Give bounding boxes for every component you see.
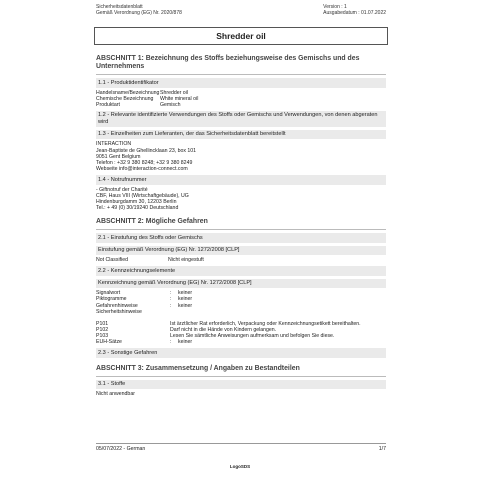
subsection-2-3: 2.3 - Sonstige Gefahren [96,348,386,358]
p-text: Darf nicht in die Hände von Kindern gelangen. [170,326,277,333]
label-key: Signalwort [96,290,121,297]
labelling-regulation: Kennzeichnung gemäß Verordnung (EG) Nr. 1272/2008 [CLP] [96,279,386,289]
trade-name-key: Handelsname/Bezeichnung [96,89,160,96]
label-colon: : [170,290,172,297]
classification-regulation: Einstufung gemäß Verordnung (EG) Nr. 1272/2008 [CLP] [96,246,386,256]
classification-key: Not Classified [96,257,129,264]
p-code: P102 [96,326,109,333]
subsection-1-4: 1.4 - Notrufnummer [96,175,386,185]
section-3-heading: ABSCHNITT 3: Zusammensetzung / Angaben zu Bestandteilen [96,364,300,372]
emergency-line: - Giftnotruf der Charité [96,186,148,193]
page-number: 1/7 [378,446,386,452]
subsection-1-3: 1.3 - Einzelheiten zum Lieferanten, der das Sicherheitsdatenblatt bereitstellt [96,130,386,140]
label-colon: : [170,296,172,303]
regulation-ref: Gemäß Verordnung (EG) Nr. 2020/878 [96,10,182,16]
header-right [323,4,386,16]
label-value: keiner [178,290,193,297]
emergency-line: CBF, Haus VIII (Wirtschaftgebäude), UG [96,192,189,199]
subsection-2-2: 2.2 - Kennzeichnungselemente [96,266,386,276]
version: Version : 1 [323,4,347,10]
p-code: P101 [96,320,109,327]
chemical-name-value: White mineral oil [160,95,199,102]
euh-colon: : [170,339,172,346]
not-applicable-text: Nicht anwendbar [96,391,135,398]
label-value: keiner [178,302,193,309]
divider [96,376,386,377]
subsection-3-1: 3.1 - Stoffe [96,380,386,390]
emergency-line: Tel.: + 49 (0) 30/19240 Deutschland [96,204,179,211]
supplier-line: Webseite info@interaction-connect.com [96,165,188,172]
product-title: Shredder oil [216,31,266,41]
label-colon [170,309,178,315]
supplier-line: Telefon : +32 9 380 8248; +32 9 380 8249 [96,159,193,166]
page-footer [96,443,386,452]
supplier-line: Jean-Baptiste de Ghellincklaan 23, box 101 [96,147,197,154]
supplier-line: 9051 Gent Belgium [96,153,141,160]
label-key: Piktogramme [96,296,127,303]
supplier-line: INTERACTION [96,141,132,148]
section-2-heading: ABSCHNITT 2: Mögliche Gefahren [96,217,208,225]
divider [96,74,386,75]
subsection-1-2: 1.2 - Relevante identifizierte Verwendungen des Stoffs oder Gemischs und Verwendungen, von denen abgeraten wird [96,111,386,127]
euh-row [96,339,386,345]
trade-name-value: Shredder oil [160,89,188,96]
document-body [96,52,386,397]
classification-row [96,257,386,263]
euh-key: EUH-Sätze [96,339,122,346]
chemical-name-key: Chemische Bezeichnung [96,95,154,102]
p-text: Lesen Sie sämtliche Anweisungen aufmerksam und befolgen Sie diese. [170,332,335,339]
label-key: Gefahrenhinweise [96,302,138,309]
section-1-heading: ABSCHNITT 1: Bezeichnung des Stoffs beziehungsweise des Gemischs und des Unternehmens [96,55,360,70]
label-key: Sicherheitshinweise [96,308,142,315]
p-code: P103 [96,332,109,339]
divider [96,229,386,230]
doc-type: Sicherheitsdatenblatt [96,4,143,10]
product-type-value: Gemisch [160,101,181,108]
logo-text: LogoSDS [229,464,251,469]
product-type-row [96,102,386,108]
title-box [94,27,388,45]
p-text: Ist ärztlicher Rat erforderlich, Verpackung oder Kennzeichnungsetikett bereithalten. [170,320,361,327]
subsection-2-1: 2.1 - Einstufung des Stoffs oder Gemischs [96,233,386,243]
product-type-key: Produktart [96,101,120,108]
label-value: keiner [178,296,193,303]
emergency-line: Hindenburgdamm 30, 12203 Berlin [96,198,177,205]
issue-date: Ausgabedatum : 01.07.2022 [323,10,386,16]
footer-date: 05/07/2022 - German [96,446,146,452]
euh-value: keiner [178,339,193,346]
header-left [96,4,182,16]
classification-value: Nicht eingestuft [168,257,204,264]
subsection-1-1: 1.1 - Produktidentifikator [96,78,386,88]
label-colon: : [170,302,172,309]
